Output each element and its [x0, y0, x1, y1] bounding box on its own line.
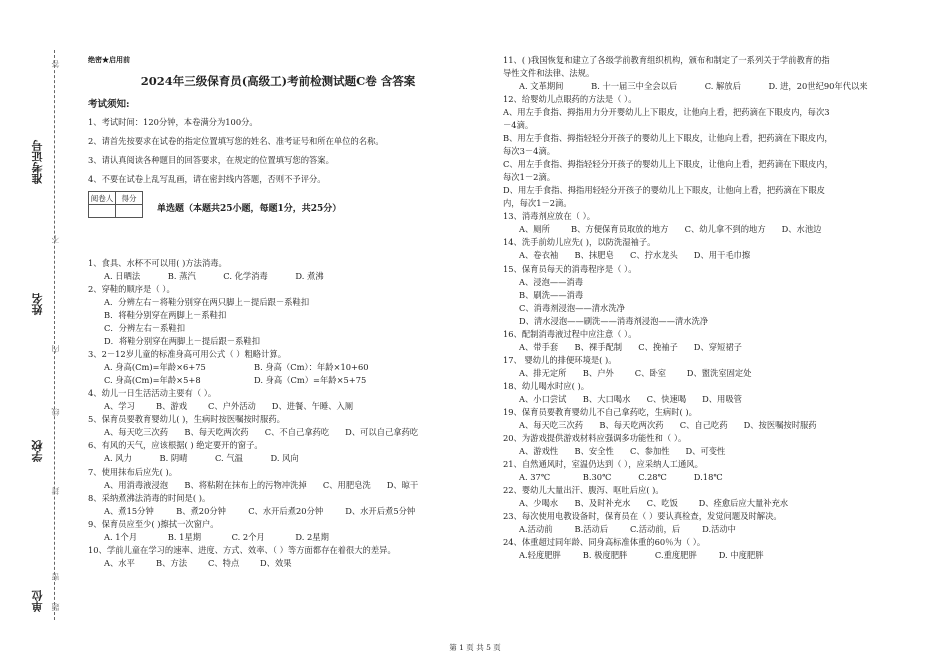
answer-option: C、水开后煮20分钟 [248, 505, 324, 516]
question-continuation: D、用左手食指、拇指用轻轻分开孩子的婴幼儿上下眼皮，让他向上看，把药滴在下眼皮 [503, 185, 825, 196]
answer-option: D．将鞋分别穿在两脚上－提后跟－系鞋扣 [104, 336, 260, 347]
answer-option: A、每天吃三次药 [519, 419, 584, 430]
answer-option: A、游戏性 [519, 445, 559, 456]
answer-options-row [88, 480, 468, 491]
name-label: 姓名 [31, 293, 44, 315]
answer-option: A、少喝水 [519, 498, 559, 509]
answer-option: C、用肥皂洗 [322, 479, 371, 490]
answer-options-row [88, 558, 468, 569]
notice-item: 4、不要在试卷上乱写乱画，请在密封线内答题，否则不予评分。 [88, 174, 326, 184]
answer-option: A.轻度肥胖 [519, 550, 561, 561]
question-continuation: 内，每次1－2滴。 [503, 198, 572, 209]
answer-option: C、不自己拿药吃 [264, 427, 330, 438]
question-text: 17、 婴幼儿的排便环境是( )。 [503, 354, 617, 365]
answer-option: C.活动前，后 [630, 524, 681, 535]
question-text: 4、幼儿一日生活活动主要有（ ）。 [88, 388, 217, 399]
answer-option: A.活动前 [519, 524, 553, 535]
answer-option: D、水开后煮5分钟 [345, 505, 416, 516]
score-cell[interactable] [116, 205, 143, 218]
answer-options-row [503, 394, 903, 405]
answer-option: D、按医嘱按时服药 [743, 419, 817, 430]
answer-option: D、进餐、午睡、入厕 [271, 401, 354, 412]
answer-option: C、自己吃药 [679, 419, 728, 430]
answer-options-row [88, 375, 468, 386]
answer-options-row [503, 446, 903, 457]
question-text: 20、为游戏提供游戏材料应强调多功能性和（ ）。 [503, 432, 687, 443]
question-text: 11、( )我国恢复和建立了各级学前教育组织机构，颁布和制定了一系列关于学前教育的指 [503, 55, 830, 65]
answer-option: A、煮15分钟 [104, 505, 154, 516]
answer-option: C. 解放后 [704, 81, 741, 92]
answer-option: D. 煮沸 [295, 271, 324, 282]
question-text: 14、洗手前幼儿应先( )，以防洗湿袖子。 [503, 237, 656, 248]
answer-option: D. 风向 [270, 453, 299, 464]
answer-option: A、水平 [104, 557, 135, 568]
answer-option: B、刷洗——消毒 [519, 289, 584, 300]
answer-option: D、穿短裙子 [693, 341, 742, 352]
seal-mark: 内 [51, 345, 60, 353]
question-text: 10、学前儿童在学习的速率、进度、方式、效率、（ ）等方面都存在着很大的差异。 [88, 544, 396, 555]
notice-item: 3、请认真阅读各种题目的回答要求，在规定的位置填写您的答案。 [88, 155, 334, 165]
question-text: 15、保育员每天的消毒程序是（ ）。 [503, 263, 637, 274]
answer-option: A、厕所 [519, 224, 550, 235]
question-text: 22、婴幼儿大量出汗、腹泻、呕吐后应( )。 [503, 485, 664, 496]
score-table [88, 191, 143, 218]
section-title: 单选题（本题共25小题，每题1分，共25分） [157, 204, 342, 214]
question-text: 24、体重超过同年龄、同身高标准体重的60％为（ ）。 [503, 537, 706, 548]
answer-options-row [88, 427, 468, 438]
left-column [88, 55, 468, 571]
notice-item: 2、请首先按要求在试卷的指定位置填写您的姓名、准考证号和所在单位的名称。 [88, 136, 384, 146]
answer-option: D、可以自己拿药吃 [345, 427, 419, 438]
answer-option: D.活动中 [702, 524, 736, 535]
answer-options-row [503, 524, 903, 535]
answer-options-row [88, 271, 468, 282]
answer-option: B、户外 [582, 367, 614, 378]
question-continuation: A、用左手食指、拇指用力分开婴幼儿上下眼皮，让他向上看，把药滴在下眼皮内，每次3 [503, 107, 830, 118]
answer-options-row [88, 401, 468, 412]
answer-options-row [503, 342, 903, 353]
notice-list [88, 117, 468, 184]
answer-option: A. 文革期间 [519, 81, 564, 92]
score-section [88, 191, 468, 218]
answer-option: A. 1个月 [104, 531, 138, 542]
answer-option: C、户外活动 [208, 401, 256, 412]
question-text: 18、幼儿喝水时应( )。 [503, 380, 590, 391]
answer-option: D.18℃ [693, 472, 723, 482]
binding-margin [0, 0, 72, 671]
answer-options-row [503, 368, 903, 379]
answer-option: C、消毒剂浸泡——清水洗净 [519, 302, 625, 313]
question-text: 21、自然通风时，室温仍达到（ ），应采纳人工通风。 [503, 458, 703, 469]
notice-item: 1、考试时间：120分钟，本卷满分为100分。 [88, 117, 258, 127]
answer-options-row [88, 532, 468, 543]
question-text: 3、2－12岁儿童的标准身高可用公式（ ）粗略计算。 [88, 349, 286, 360]
answer-option: B. 1星期 [167, 531, 202, 542]
question-continuation: －4滴。 [503, 120, 534, 131]
answer-option: C、快速喝 [646, 393, 687, 404]
answer-option: B. 极度肥胖 [582, 550, 628, 561]
answer-option: A．分辨左右－将鞋分别穿在两只脚上－提后跟－系鞋扣 [104, 297, 310, 308]
answer-option: C.重度肥胖 [654, 550, 697, 561]
answer-option: A. 37℃ [519, 472, 551, 482]
seal-mark: 答 [51, 60, 60, 68]
answer-options-row [88, 362, 468, 373]
unit-label: 单位 [31, 590, 44, 612]
answer-option: A. 日晒法 [104, 271, 141, 282]
answer-option: B. 蒸汽 [167, 271, 196, 282]
answer-option: B、大口喝水 [582, 393, 631, 404]
question-text: 6、有风的天气，应该根据( ) 绝定要开的窗子。 [88, 440, 263, 451]
answer-option: D. 进，20世纪90年代以来 [768, 81, 868, 92]
question-text: 5、保育员要教育婴幼儿( )，生病时按医嘱按时服药。 [88, 414, 285, 425]
question-text: 1、食具、水杯不可以用( )方法消毒。 [88, 258, 227, 268]
question-text: 19、保育员要教育婴幼儿不自己拿药吃，生病时( )。 [503, 406, 697, 417]
question-continuation: 每次3－4滴。 [503, 146, 556, 157]
answer-option: B. 十一届三中全会以后 [591, 81, 678, 92]
answer-option: C. 身高(Cm)=年龄×5+8 [104, 375, 201, 386]
left-question-list [88, 258, 468, 568]
answer-option: D、效果 [260, 557, 292, 568]
seal-mark: 不 [51, 235, 60, 243]
notice-heading: 考试须知: [88, 99, 130, 110]
answer-option: D、盥洗室固定处 [686, 367, 752, 378]
answer-option: C.28℃ [638, 472, 667, 482]
answer-option: B、安全性 [574, 445, 614, 456]
answer-option: B.30℃ [582, 472, 612, 482]
answer-option: B、抹肥皂 [574, 250, 614, 261]
question-continuation: 导性文件和法律、法规。 [503, 68, 595, 79]
answer-option: A、每天吃三次药 [104, 427, 169, 438]
seal-line [54, 50, 55, 620]
answer-option: D、晾干 [386, 479, 419, 490]
school-label: 学校 [31, 440, 44, 462]
answer-option: B．将鞋分别穿在两脚上－系鞋扣 [104, 310, 227, 321]
seal-mark: 封 [51, 487, 60, 495]
question-text: 9、保育员应至少( )擦拭一次窗户。 [88, 518, 219, 529]
question-continuation: C、用左手食指、拇指轻轻分开孩子的婴幼儿上下眼皮，让他向上看，把药滴在下眼皮内， [503, 159, 833, 170]
answer-options-row [503, 420, 903, 431]
score-header: 得分 [116, 192, 143, 205]
answer-option: D、痊愈后应大量补充水 [698, 498, 789, 509]
answer-option: C. 2个月 [231, 531, 265, 542]
answer-option: D、清水浸泡——刷洗——消毒剂浸泡——清水洗净 [519, 315, 709, 326]
answer-option: D、水池边 [781, 224, 822, 235]
question-text: 12、给婴幼儿点眼药的方法是（ ）。 [503, 94, 637, 105]
question-text: 13、消毒剂应放在（ ）。 [503, 211, 596, 222]
answer-option: B、每天吃两次药 [599, 419, 664, 430]
page-title: 2024年三级保育员(高级工)考前检测试题C卷 含答案 [140, 74, 416, 88]
answer-option: B、游戏 [156, 401, 187, 412]
answer-option: D、可变性 [685, 445, 726, 456]
answer-option: B. 阴晴 [159, 453, 188, 464]
grader-header: 阅卷人 [89, 192, 116, 205]
answer-options-row [88, 453, 468, 464]
answer-option: C、参加性 [630, 445, 670, 456]
question-continuation: B、用左手食指、拇指轻轻分开孩子的婴幼儿上下眼皮，让他向上看，把药滴在下眼皮内， [503, 133, 833, 144]
answer-option: C、拧水龙头 [630, 250, 678, 261]
answer-options-row [503, 472, 903, 483]
question-continuation: 每次1－2滴。 [503, 172, 556, 183]
answer-option: C. 化学消毒 [223, 271, 268, 282]
answer-option: A、浸泡——消毒 [519, 276, 584, 287]
answer-option: C．分辨左右－系鞋扣 [104, 323, 186, 334]
answer-option: A、卷衣袖 [519, 250, 559, 261]
exam-no-label: 准考证号 [31, 140, 44, 184]
answer-option: A、用消毒液浸泡 [104, 479, 169, 490]
answer-options-row [503, 550, 903, 561]
seal-mark: 线 [51, 408, 60, 416]
question-text: 2、穿鞋的顺序是（ ）。 [88, 284, 175, 295]
secret-label: 绝密★启用前 [88, 55, 130, 64]
answer-option: A. 风力 [104, 453, 132, 464]
answer-option: C、吃饭 [646, 498, 678, 509]
question-text: 8、采纳煮沸法消毒的时间是( )。 [88, 492, 211, 503]
answer-option: C、幼儿拿不到的地方 [684, 224, 766, 235]
answer-option: A、带手套 [519, 341, 559, 352]
answer-option: C、卧室 [634, 367, 667, 378]
answer-option: D. 身高（Cm）=年龄×5+75 [254, 375, 367, 386]
answer-option: C、挽袖子 [638, 341, 678, 352]
answer-option: D. 中度肥胖 [718, 550, 764, 561]
answer-option: B、煮20分钟 [176, 505, 226, 516]
answer-option: B.活动后 [574, 524, 609, 535]
answer-option: B、每天吃两次药 [184, 427, 249, 438]
page-footer: 第 1 页 共 5 页 [449, 643, 501, 652]
answer-option: A. 身高(Cm)=年龄×6+75 [104, 362, 206, 373]
answer-options-row [88, 506, 468, 517]
answer-option: B、及时补充水 [574, 498, 631, 509]
right-column [503, 55, 903, 563]
seal-mark: 密 [51, 573, 60, 581]
answer-options-row [503, 81, 903, 92]
answer-option: A、小口尝试 [519, 393, 567, 404]
grader-cell[interactable] [89, 205, 116, 218]
answer-options-row [503, 250, 903, 261]
answer-option: C、特点 [208, 557, 240, 568]
answer-options-row [503, 224, 903, 235]
question-text: 16、配制消毒液过程中应注意（ ）。 [503, 328, 637, 339]
answer-option: B. 身高（Cm）：年龄×10+60 [254, 362, 369, 373]
answer-option: B、方便保育员取放的地方 [571, 224, 669, 235]
answer-option: B、将粘附在抹布上的污物冲洗掉 [184, 479, 307, 490]
question-text: 7、使用抹布后应先( )。 [88, 466, 178, 477]
right-question-list [503, 55, 903, 561]
answer-option: D、用干毛巾擦 [693, 250, 751, 261]
answer-option: D、用吸管 [702, 393, 742, 404]
answer-option: D. 2星期 [295, 531, 329, 542]
seal-mark: 题 [51, 603, 60, 611]
answer-option: A、学习 [104, 401, 135, 412]
answer-option: A、排无定所 [519, 367, 567, 378]
answer-options-row [503, 498, 903, 509]
answer-option: B、方法 [156, 557, 187, 568]
question-text: 23、每次使用电教设备时，保育员在（ ）要认真检查，发觉问题及时解决。 [503, 511, 782, 522]
answer-option: C. 气温 [215, 453, 243, 464]
answer-option: B、裸手配制 [574, 341, 623, 352]
